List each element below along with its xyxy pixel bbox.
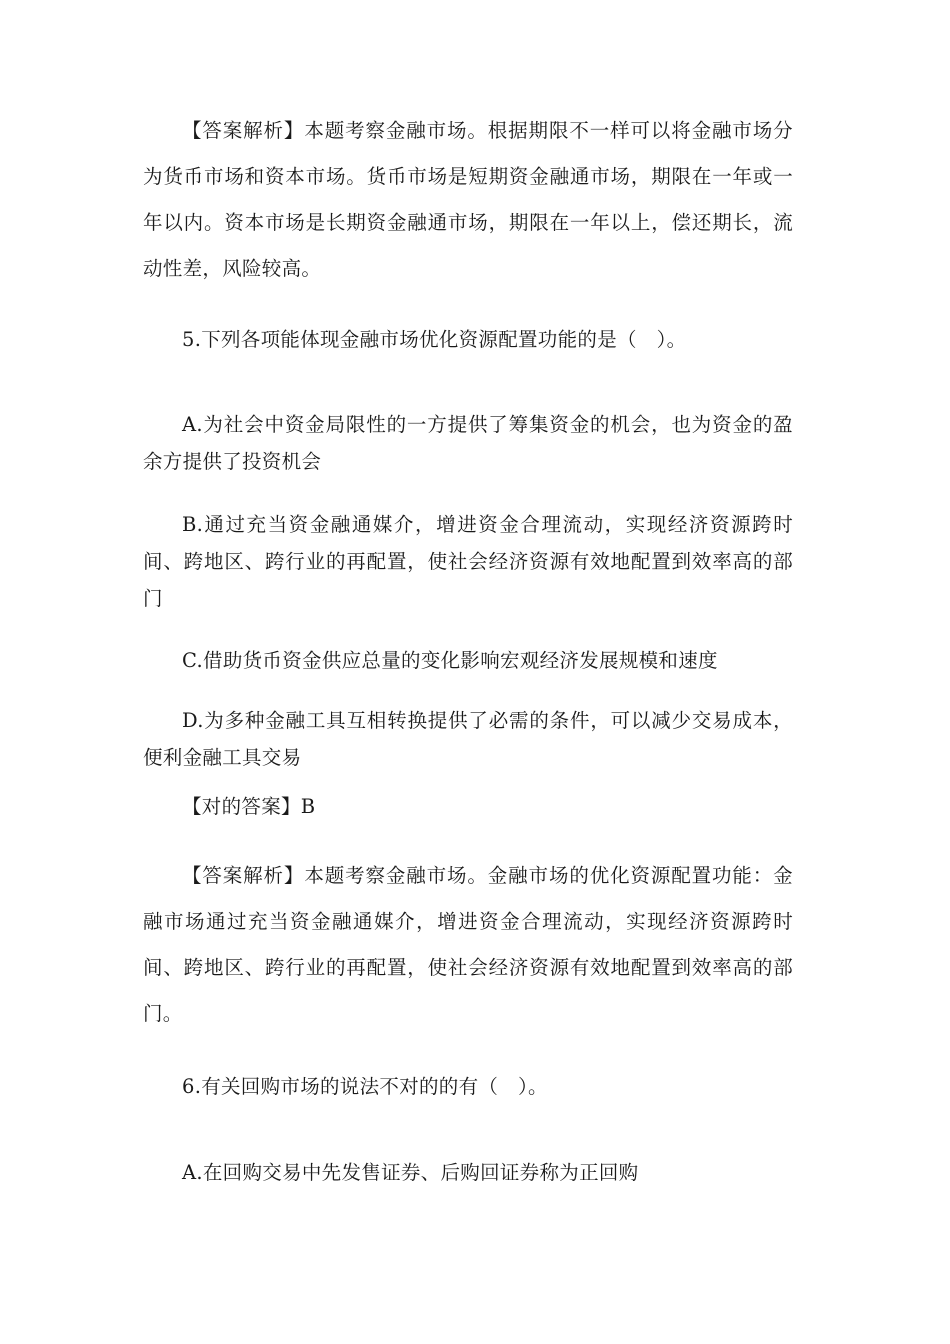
q5-option-b: B.通过充当资金融通媒介，增进资金合理流动，实现经济资源跨时间、跨地区、跨行业的再配置，使社会经济资源有效地配置到效率高的部门 bbox=[143, 513, 793, 610]
q5-correct-answer: 【对的答案】B bbox=[182, 795, 316, 818]
question-6: 6.有关回购市场的说法不对的的有（ ）。 bbox=[182, 1075, 548, 1098]
q5-option-a: A.为社会中资金局限性的一方提供了筹集资金的机会，也为资金的盈余方提供了投资机会 bbox=[143, 413, 793, 473]
q6-option-a: A.在回购交易中先发售证券、后购回证券称为正回购 bbox=[182, 1161, 639, 1184]
answer-explanation-q4: 【答案解析】本题考察金融市场。根据期限不一样可以将金融市场分为货币市场和资本市场。货币市场是短期资金融通市场，期限在一年或一年以内。资本市场是长期资金融通市场，期限在一年以上，偿还期长，流动性差，风险较高。 bbox=[143, 119, 793, 280]
answer-explanation-q5: 【答案解析】本题考察金融市场。金融市场的优化资源配置功能：金融市场通过充当资金融通媒介，增进资金合理流动，实现经济资源跨时间、跨地区、跨行业的再配置，使社会经济资源有效地配置到效率高的部门。 bbox=[143, 864, 793, 1025]
question-5: 5.下列各项能体现金融市场优化资源配置功能的是（ ）。 bbox=[182, 328, 687, 351]
q5-option-c: C.借助货币资金供应总量的变化影响宏观经济发展规模和速度 bbox=[182, 649, 718, 672]
q5-option-d: D.为多种金融工具互相转换提供了必需的条件，可以减少交易成本，便利金融工具交易 bbox=[143, 709, 793, 769]
